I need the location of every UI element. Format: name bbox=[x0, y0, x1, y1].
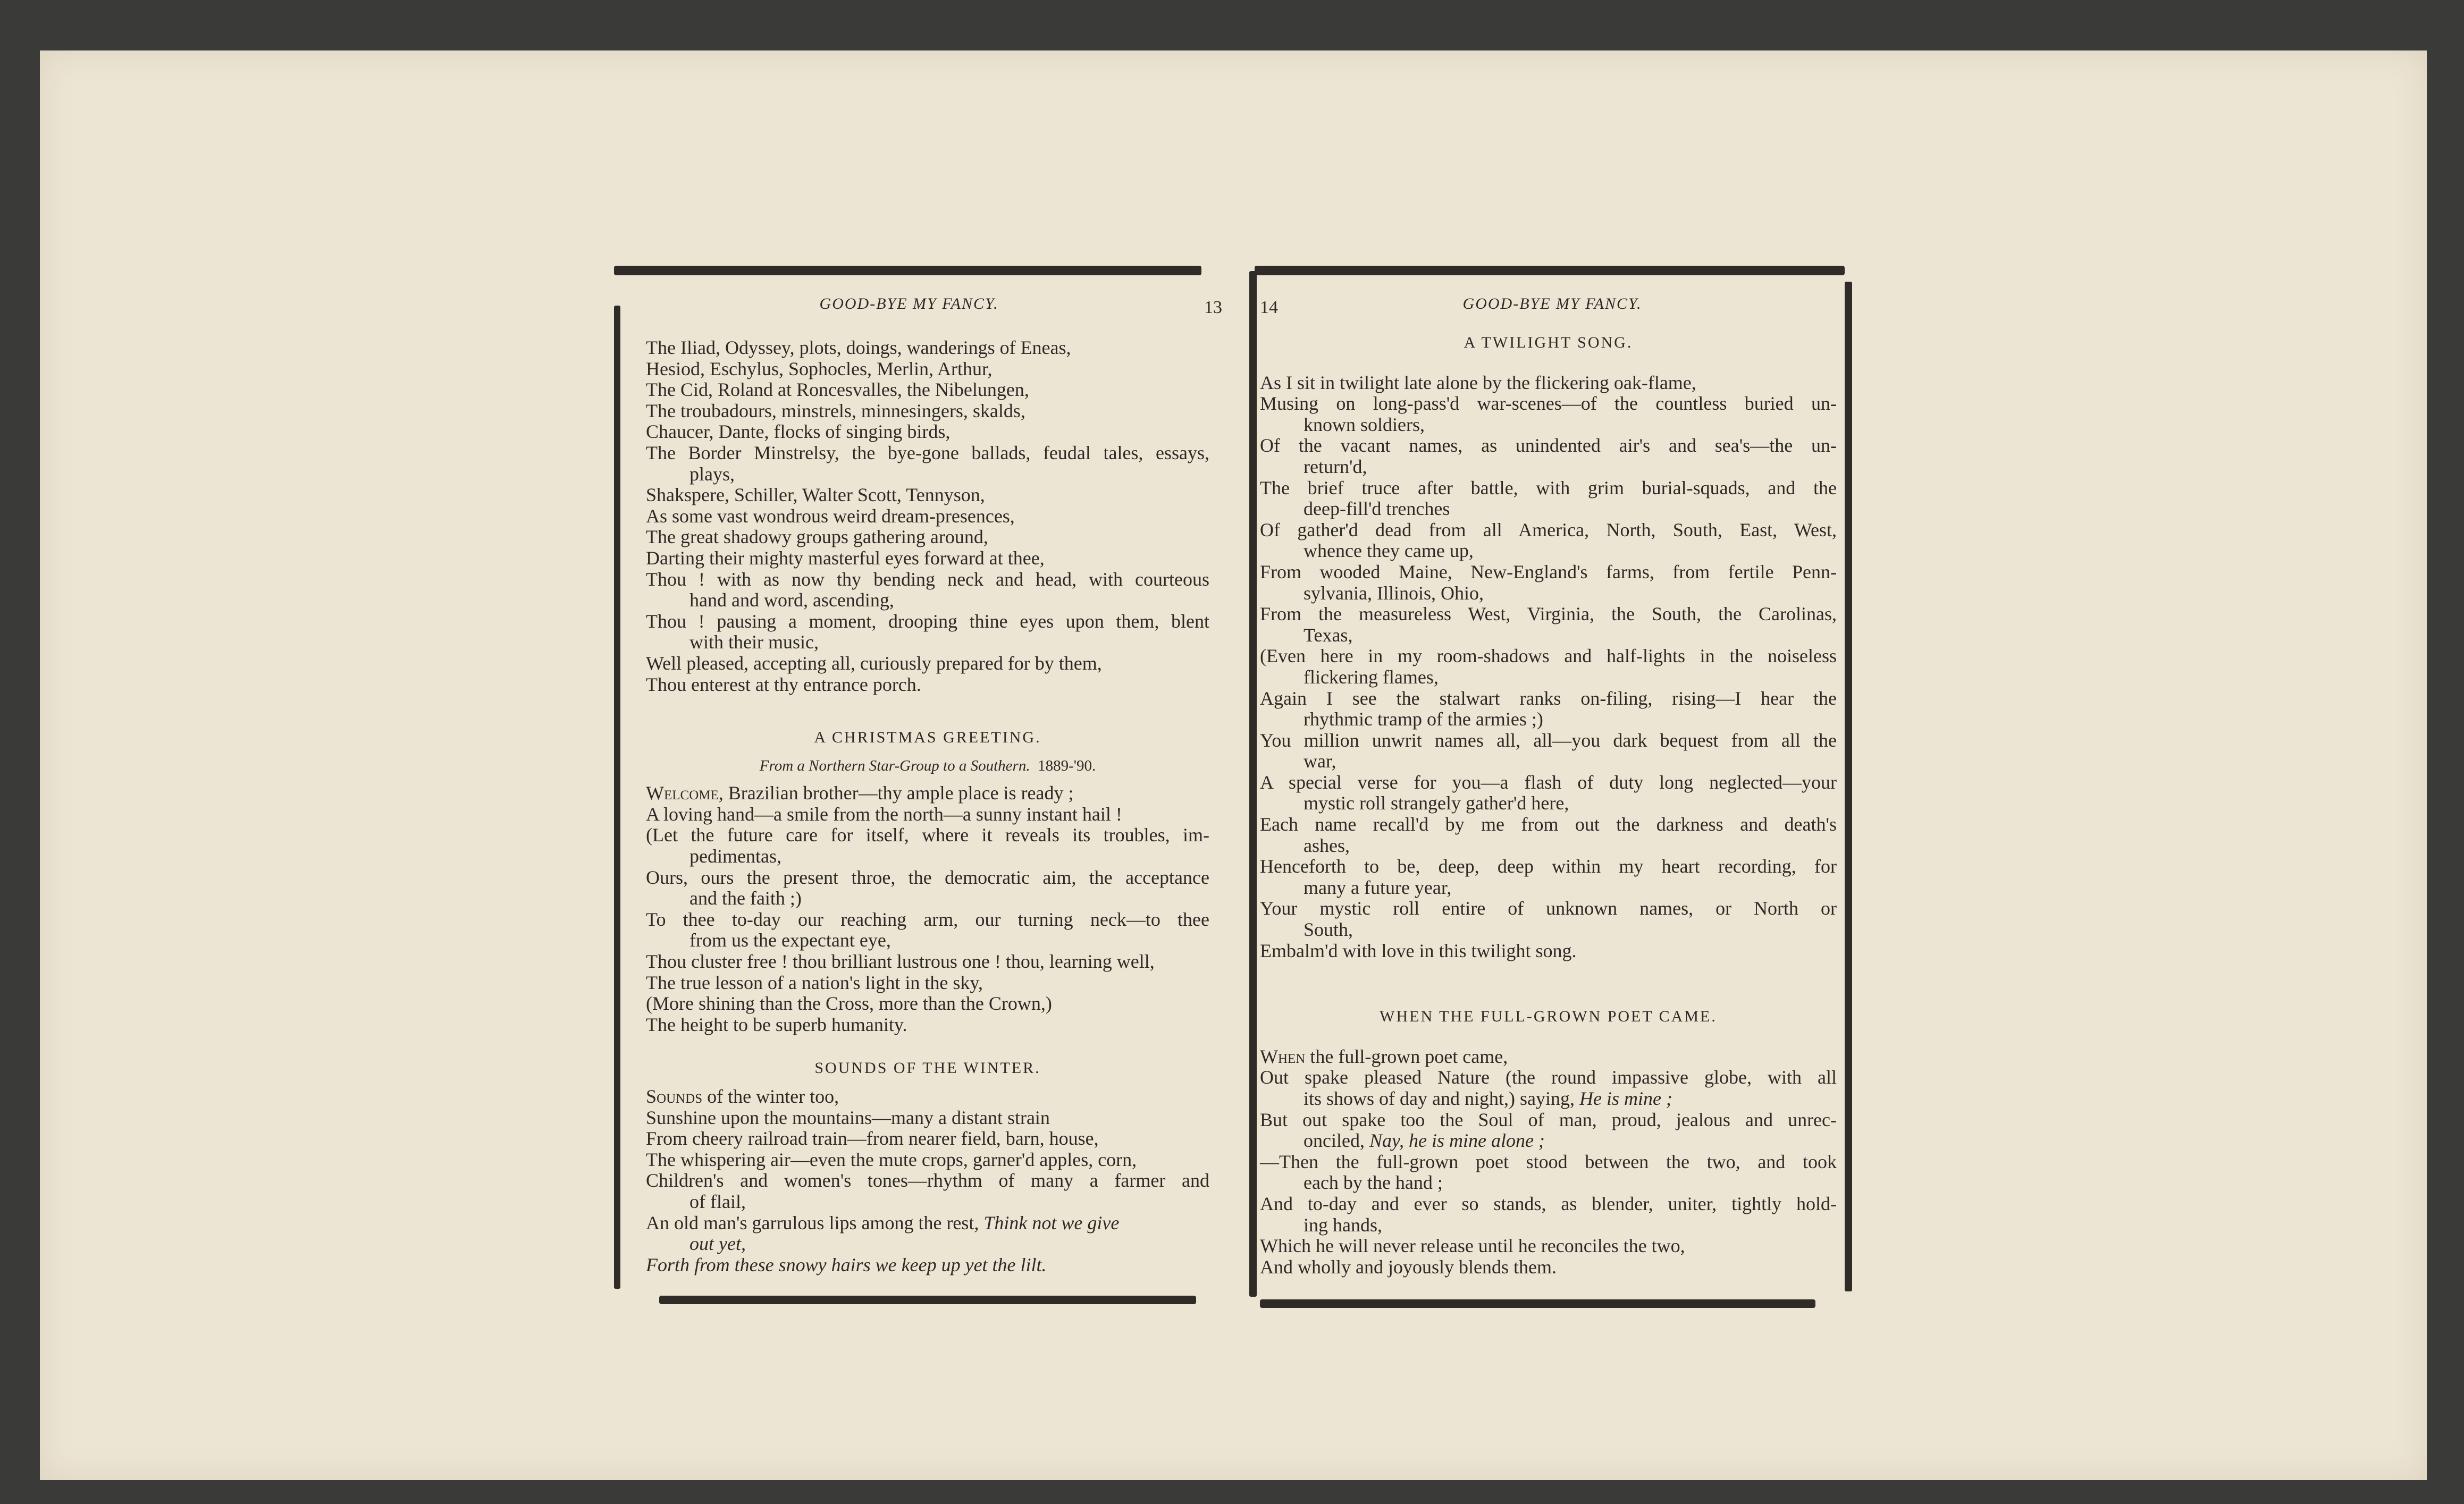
poem-line: (More shining than the Cross, more than the Crown,) bbox=[646, 993, 1052, 1015]
poem-line: But out spake too the Soul of man, proud, jealous and unrec- bbox=[1260, 1109, 1837, 1130]
poem-line: (Even here in my room-shadows and half-lights in the noiseless bbox=[1260, 645, 1837, 667]
poem-line: To thee to-day our reaching arm, our turning neck—to thee bbox=[646, 908, 1209, 930]
poem-line: of flail, bbox=[689, 1190, 746, 1212]
poem-line: From cheery railroad train—from nearer field, barn, house, bbox=[646, 1128, 1099, 1150]
poem-line: sylvania, Illinois, Ohio, bbox=[1304, 582, 1484, 604]
top-rule bbox=[1255, 266, 1845, 275]
poem-text-block bbox=[646, 337, 1209, 1275]
poem-line: Musing on long-pass'd war-scenes—of the countless buried un- bbox=[1260, 393, 1837, 415]
italic-phrase: He is mine ; bbox=[1579, 1088, 1672, 1109]
poem-first-word: When bbox=[1260, 1045, 1306, 1067]
poem-line: Well pleased, accepting all, curiously prepared for by them, bbox=[646, 652, 1102, 674]
christmas-title: A CHRISTMAS GREETING. bbox=[814, 729, 1041, 747]
page-14 bbox=[1249, 266, 1855, 1307]
running-head: GOOD-BYE MY FANCY. bbox=[1462, 295, 1642, 312]
poem-line: From wooded Maine, New-England's farms, from fertile Penn- bbox=[1260, 561, 1837, 582]
poem-line-rest: the full-grown poet came, bbox=[1305, 1045, 1508, 1067]
poem-line: The whispering air—even the mute crops, garner'd apples, corn, bbox=[646, 1148, 1137, 1170]
poem-line: The height to be superb humanity. bbox=[646, 1013, 907, 1035]
poem-line: The Border Minstrelsy, the bye-gone ballads, feudal tales, essays, bbox=[646, 442, 1209, 463]
poem-line: Shakspere, Schiller, Walter Scott, Tennyson, bbox=[646, 484, 985, 506]
poem-line: From the measureless West, Virginia, the South, the Carolinas, bbox=[1260, 603, 1837, 625]
poem-line: rhythmic tramp of the armies ;) bbox=[1304, 708, 1543, 730]
poem-line: Embalm'd with love in this twilight song. bbox=[1260, 940, 1577, 961]
paper-sheet bbox=[40, 50, 2427, 1480]
poem-line: plays, bbox=[689, 463, 735, 485]
christmas-subtitle-text: From a Northern Star-Group to a Southern. bbox=[759, 757, 1030, 774]
poem-line: The Cid, Roland at Roncesvalles, the Nibelungen, bbox=[646, 379, 1029, 401]
poem-line: The troubadours, minstrels, minnesingers, skalds, bbox=[646, 400, 1025, 421]
page-13 bbox=[606, 266, 1222, 1307]
running-head: GOOD-BYE MY FANCY. bbox=[819, 295, 999, 312]
poem-line: hand and word, ascending, bbox=[689, 589, 894, 611]
poem-line: and the faith ;) bbox=[689, 888, 802, 909]
poem-line: And wholly and joyously blends them. bbox=[1260, 1256, 1557, 1278]
poet-title: WHEN THE FULL-GROWN POET CAME. bbox=[1380, 1008, 1717, 1026]
right-border-bar bbox=[1845, 282, 1852, 1291]
poem-line: deep-fill'd trenches bbox=[1304, 498, 1450, 520]
top-rule bbox=[614, 266, 1201, 275]
poem-line: Ours, ours the present throe, the democratic aim, the acceptance bbox=[646, 866, 1209, 888]
poem-line: The true lesson of a nation's light in the sky, bbox=[646, 971, 983, 993]
poem-continuation bbox=[646, 337, 1209, 695]
poem-line: known soldiers, bbox=[1304, 413, 1425, 435]
poem-line: Which he will never release until he reconciles the two, bbox=[1260, 1235, 1685, 1257]
poem-line: The great shadowy groups gathering around, bbox=[646, 526, 988, 548]
poem-line: Thou ! pausing a moment, drooping thine eyes upon them, blent bbox=[646, 610, 1209, 632]
poem-line: war, bbox=[1304, 750, 1336, 772]
poem-line: Your mystic roll entire of unknown names, or North or bbox=[1260, 898, 1837, 919]
poem-line: Again I see the stalwart ranks on-filing, rising—I hear the bbox=[1260, 687, 1837, 709]
poem-line: ing hands, bbox=[1304, 1214, 1382, 1236]
poem-line-rest: of the winter too, bbox=[702, 1086, 839, 1107]
poem-line: South, bbox=[1304, 919, 1353, 941]
poem-line: Henceforth to be, deep, deep within my heart recording, for bbox=[1260, 856, 1837, 877]
poem-line: Hesiod, Eschylus, Sophocles, Merlin, Arthur, bbox=[646, 358, 993, 379]
poem-line: whence they came up, bbox=[1304, 540, 1474, 562]
poem-line: Thou enterest at thy entrance porch. bbox=[646, 673, 921, 695]
italic-phrase: out yet, bbox=[689, 1233, 746, 1255]
winter-title: SOUNDS OF THE WINTER. bbox=[814, 1059, 1041, 1077]
poem-line: As I sit in twilight late alone by the flickering oak-flame, bbox=[1260, 371, 1696, 393]
bottom-rule bbox=[659, 1296, 1196, 1304]
poem-line: many a future year, bbox=[1304, 876, 1452, 898]
poem-text-block bbox=[1260, 332, 1837, 1278]
poem-line bbox=[646, 1255, 1209, 1276]
poem-line: Darting their mighty masterful eyes forward at thee, bbox=[646, 547, 1045, 569]
poem-line: Texas, bbox=[1304, 624, 1353, 646]
poem-line: Of the vacant names, as unindented air's and sea's—the un- bbox=[1260, 435, 1837, 457]
page-number: 14 bbox=[1260, 298, 1278, 317]
twilight-title: A TWILIGHT SONG. bbox=[1464, 334, 1633, 351]
poem-line: each by the hand ; bbox=[1304, 1172, 1443, 1194]
poem-line-start: An old man's garrulous lips among the rest, bbox=[646, 1212, 984, 1233]
poem-line: flickering flames, bbox=[1304, 666, 1439, 688]
poem-line: The Iliad, Odyssey, plots, doings, wanderings of Eneas, bbox=[646, 337, 1071, 358]
poem-first-word: Sounds bbox=[646, 1086, 703, 1107]
poet-poem bbox=[1260, 1046, 1837, 1278]
poem-line: from us the expectant eye, bbox=[689, 930, 891, 951]
poem-first-word: Welcome, bbox=[646, 782, 724, 804]
page-number: 13 bbox=[1204, 298, 1222, 317]
christmas-subtitle bbox=[646, 756, 1209, 777]
poem-line: Of gather'd dead from all America, North, South, East, West, bbox=[1260, 519, 1837, 540]
poem-line bbox=[646, 1233, 1209, 1255]
italic-phrase: Forth from these snowy hairs we keep up yet the lilt. bbox=[646, 1254, 1047, 1275]
poem-line: And to-day and ever so stands, as blender, uniter, tightly hold- bbox=[1260, 1193, 1837, 1214]
poem-line: with their music, bbox=[689, 631, 819, 653]
poem-line bbox=[646, 1086, 1209, 1108]
poem-line: Chaucer, Dante, flocks of singing birds, bbox=[646, 421, 951, 443]
poem-line: A loving hand—a smile from the north—a sunny instant hail ! bbox=[646, 803, 1122, 825]
poem-line bbox=[1260, 1130, 1837, 1152]
poem-line: Out spake pleased Nature (the round impassive globe, with all bbox=[1260, 1067, 1837, 1088]
winter-poem bbox=[646, 1086, 1209, 1275]
poem-line: Children's and women's tones—rhythm of many a farmer and bbox=[646, 1170, 1209, 1192]
poem-line bbox=[1260, 1088, 1837, 1110]
christmas-date: 1889-'90. bbox=[1038, 757, 1096, 774]
poem-line: Thou cluster free ! thou brilliant lustrous one ! thou, learning well, bbox=[646, 951, 1155, 973]
italic-phrase: Think not we give bbox=[983, 1212, 1120, 1233]
poem-line-rest: Brazilian brother—thy ample place is ready ; bbox=[723, 782, 1074, 804]
poem-line: pedimentas, bbox=[689, 846, 781, 867]
poem-line: return'd, bbox=[1304, 455, 1367, 477]
poem-line: Sunshine upon the mountains—many a distant strain bbox=[646, 1106, 1050, 1128]
poem-line bbox=[1260, 1046, 1837, 1068]
poem-line: You million unwrit names all, all—you dark bequest from all the bbox=[1260, 729, 1837, 751]
poem-line: Each name recall'd by me from out the darkness and death's bbox=[1260, 814, 1837, 835]
poem-line: Thou ! with as now thy bending neck and head, with courteous bbox=[646, 568, 1209, 590]
poem-line: The brief truce after battle, with grim burial-squads, and the bbox=[1260, 477, 1837, 498]
poem-line: A special verse for you—a flash of duty long neglected—your bbox=[1260, 771, 1837, 793]
poem-line: mystic roll strangely gather'd here, bbox=[1304, 792, 1569, 814]
poem-line: ashes, bbox=[1304, 834, 1350, 856]
poem-line bbox=[646, 783, 1209, 804]
italic-phrase: Nay, he is mine alone ; bbox=[1369, 1130, 1545, 1152]
poem-line: As some vast wondrous weird dream-presences, bbox=[646, 505, 1015, 527]
christmas-poem bbox=[646, 783, 1209, 1035]
left-border-bar bbox=[614, 306, 620, 1289]
poem-line: (Let the future care for itself, where it reveals its troubles, im- bbox=[646, 824, 1209, 846]
poem-line: —Then the full-grown poet stood between the two, and took bbox=[1260, 1151, 1837, 1172]
poem-line-start: onciled, bbox=[1304, 1130, 1369, 1152]
poem-line bbox=[646, 1213, 1209, 1234]
bottom-rule bbox=[1260, 1299, 1815, 1308]
poem-line-start: its shows of day and night,) saying, bbox=[1304, 1088, 1579, 1109]
twilight-poem bbox=[1260, 373, 1837, 962]
